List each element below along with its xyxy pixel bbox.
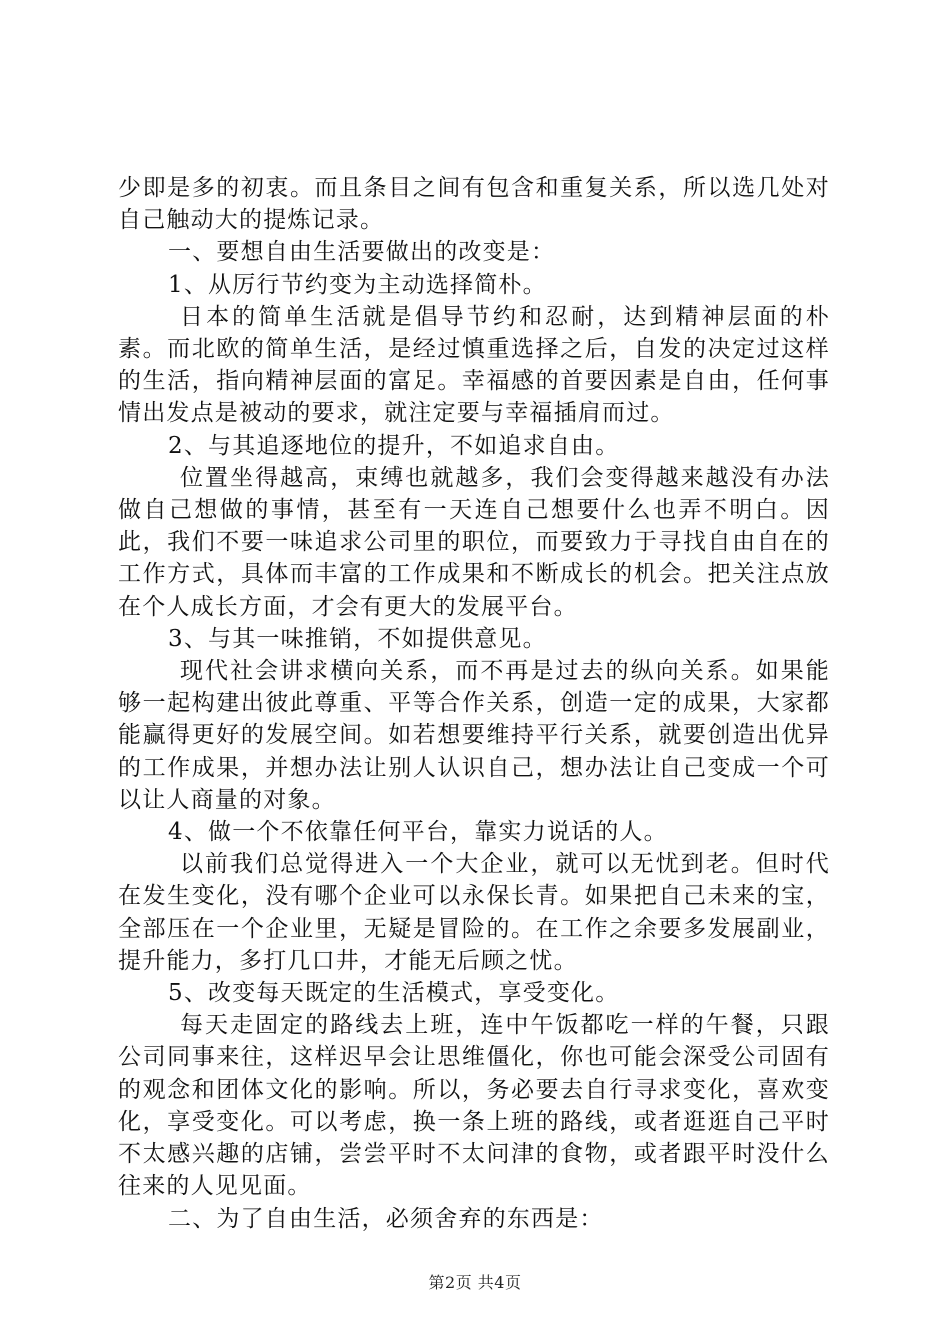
- page-footer: [0, 1270, 950, 1293]
- item-heading: 5、改变每天既定的生活模式，享受变化。: [168, 980, 620, 1007]
- item-heading: 3、与其一味推销，不如提供意见。: [168, 625, 547, 652]
- paragraph: 位置坐得越高，束缚也就越多，我们会变得越来越没有办法做自己想做的事情，甚至有一天连自己想要什么也弄不明白。因此，我们不要一味追求公司里的职位，而要致力于寻找自由自在的工作方式，具体而丰富的工作成果和不断成长的机会。把关注点放在个人成长方面，才会有更大的发展平台。: [118, 464, 830, 620]
- paragraph: 日本的简单生活就是倡导节约和忍耐，达到精神层面的朴素。而北欧的简单生活，是经过慎重选择之后，自发的决定过这样的生活，指向精神层面的富足。幸福感的首要因素是自由，任何事情出发点是被动的要求，就注定要与幸福插肩而过。: [118, 303, 830, 427]
- body-text: [118, 172, 830, 1235]
- section-heading: 一、要想自由生活要做出的改变是：: [168, 239, 556, 266]
- paragraph: 以前我们总觉得进入一个大企业，就可以无忧到老。但时代在发生变化，没有哪个企业可以永保长青。如果把自己未来的宝，全部压在一个企业里，无疑是冒险的。在工作之余要多发展副业，提升能力，多打几口井，才能无后顾之忧。: [118, 851, 830, 974]
- page-number: 第2页 共4页: [428, 1273, 522, 1292]
- paragraph: 每天走固定的路线去上班，连中午饭都吃一样的午餐，只跟公司同事来往，这样迟早会让思维僵化，你也可能会深受公司固有的观念和团体文化的影响。所以，务必要去自行寻求变化，喜欢变化，享受变化。可以考虑，换一条上班的路线，或者逛逛自己平时不太感兴趣的店铺，尝尝平时不太问津的食物，或者跟平时没什么往来的人见见面。: [118, 1012, 830, 1200]
- item-heading: 4、做一个不依靠任何平台，靠实力说话的人。: [168, 819, 668, 846]
- item-heading: 2、与其追逐地位的提升，不如追求自由。: [168, 432, 620, 459]
- item-heading: 1、从厉行节约变为主动选择简朴。: [168, 271, 547, 298]
- section-heading: 二、为了自由生活，必须舍弃的东西是：: [168, 1205, 604, 1232]
- paragraph: 少即是多的初衷。而且条目之间有包含和重复关系，所以选几处对自己触动大的提炼记录。: [118, 175, 830, 234]
- paragraph: 现代社会讲求横向关系，而不再是过去的纵向关系。如果能够一起构建出彼此尊重、平等合作关系，创造一定的成果，大家都能赢得更好的发展空间。如若想要维持平行关系，就要创造出优异的工作成果，并想办法让别人认识自己，想办法让自己变成一个可以让人商量的对象。: [118, 658, 830, 813]
